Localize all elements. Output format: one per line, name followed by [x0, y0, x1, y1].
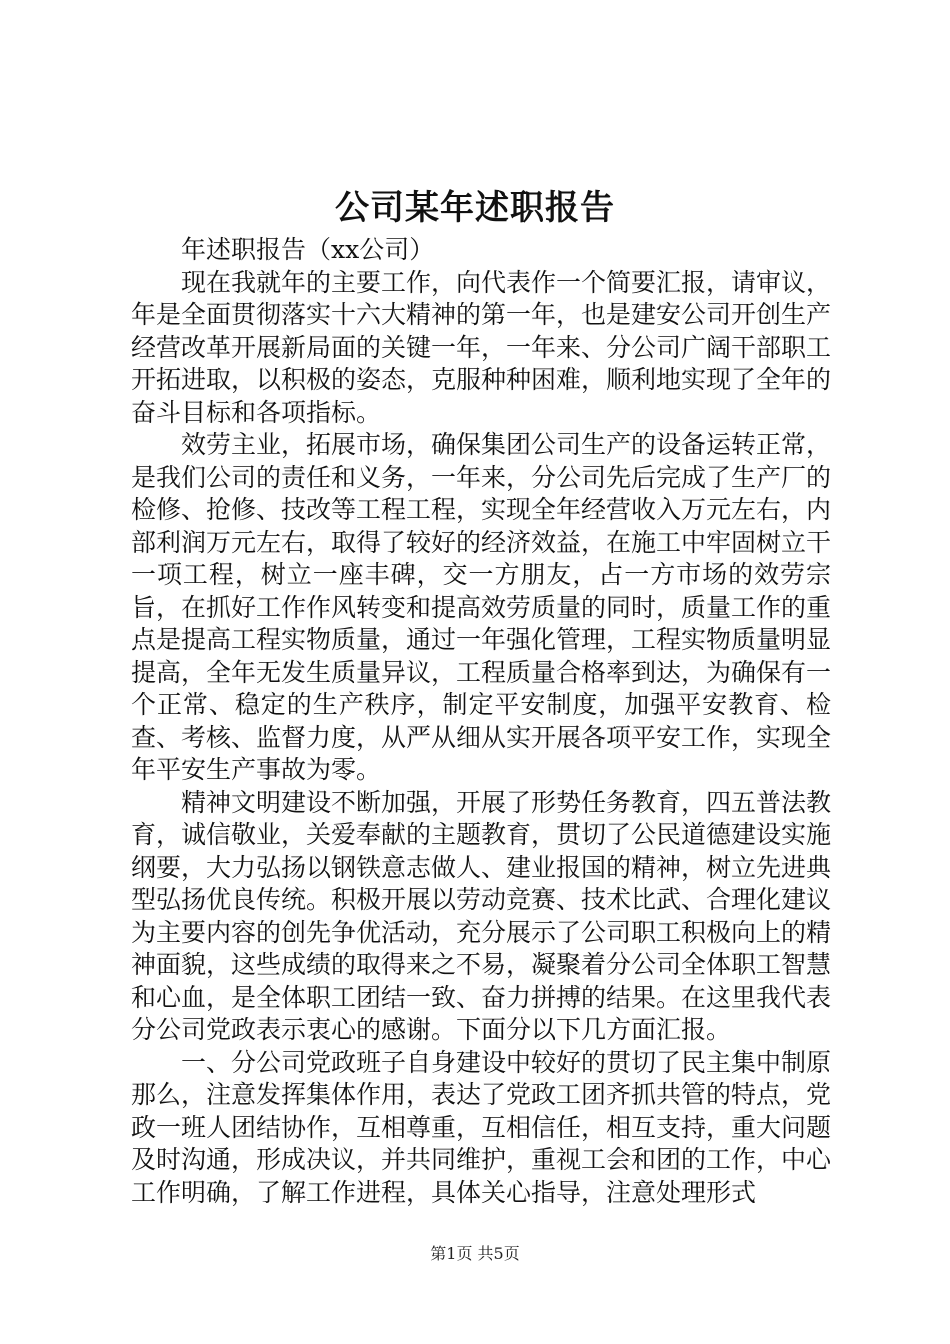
page-footer: 第1页 共5页: [430, 1244, 520, 1263]
paragraph: 效劳主业，拓展市场，确保集团公司生产的设备运转正常，是我们公司的责任和义务，一年来，分公司先后完成了生产厂的检修、抢修、技改等工程工程，实现全年经营收入万元左右，内部利润万元左右，取得了较好的经济效益，在施工中牢固树立干一项工程，树立一座丰碑，交一方朋友，占一方市场的效劳宗旨，在抓好工作作风转变和提高效劳质量的同时，质量工作的重点是提高工程实物质量，通过一年强化管理，工程实物质量明显提高，全年无发生质量异议，工程质量合格率到达，为确保有一个正常、稳定的生产秩序，制定平安制度，加强平安教育、检查、考核、监督力度，从严从细从实开展各项平安工作，实现全年平安生产事故为零。: [131, 430, 832, 784]
document-title: 公司某年述职报告: [335, 188, 615, 228]
paragraph: 现在我就年的主要工作，向代表作一个简要汇报，请审议，年是全面贯彻落实十六大精神的第一年，也是建安公司开创生产经营改革开展新局面的关键一年，一年来、分公司广阔干部职工开拓进取，以积极的姿态，克服种种困难，顺利地实现了全年的奋斗目标和各项指标。: [131, 267, 832, 427]
paragraph: 精神文明建设不断加强，开展了形势任务教育，四五普法教育，诚信敬业，关爱奉献的主题教育，贯切了公民道德建设实施纲要，大力弘扬以钢铁意志做人、建业报国的精神，树立先进典型弘扬优良传统。积极开展以劳动竞赛、技术比武、合理化建议为主要内容的创先争优活动，充分展示了公司职工积极向上的精神面貌，这些成绩的取得来之不易，凝聚着分公司全体职工智慧和心血，是全体职工团结一致、奋力拼搏的结果。在这里我代表分公司党政表示衷心的感谢。下面分以下几方面汇报。: [131, 787, 832, 1044]
paragraph-heading: 年述职报告（xx公司）: [181, 235, 435, 264]
paragraph: 一、分公司党政班子自身建设中较好的贯切了民主集中制原那么，注意发挥集体作用，表达了党政工团齐抓共管的特点，党政一班人团结协作，互相尊重，互相信任，相互支持，重大问题及时沟通，形成决议，并共同维护，重视工会和团的工作，中心工作明确，了解工作进程，具体关心指导，注意处理形式: [131, 1047, 832, 1207]
document-body: [131, 234, 831, 1209]
